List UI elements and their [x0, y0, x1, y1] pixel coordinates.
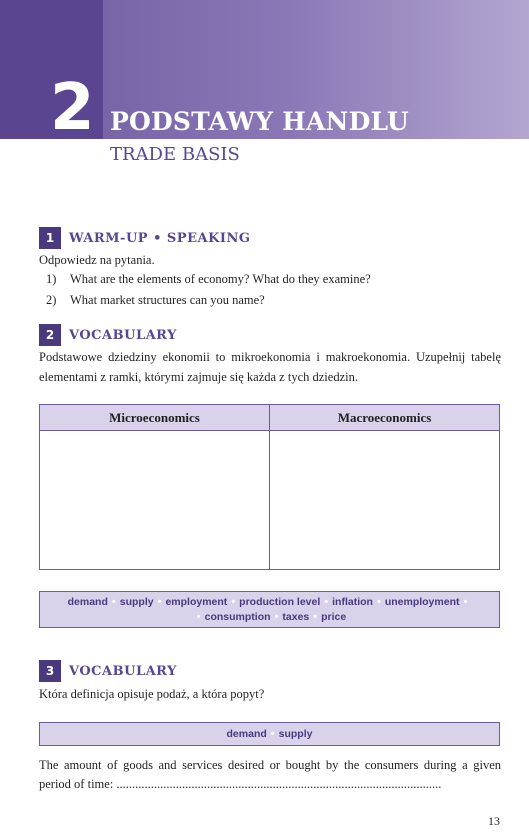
question-2-number: 2)	[46, 293, 57, 307]
word-chip: price	[321, 611, 347, 623]
page-number: 13	[488, 814, 500, 828]
section-3-instruction: Która definicja opisuje podaż, a która popyt?	[39, 687, 265, 701]
section-2-instruction: Podstawowe dziedziny ekonomii to mikroekonomia i makroekonomia. Uzupełnij tabelę elementami z ramki, którymi zajmuje się każda z tych dziedzin.	[39, 350, 501, 384]
section-2-number: 2	[39, 324, 61, 346]
separator-dot: •	[324, 596, 329, 608]
separator-dot: •	[313, 611, 318, 623]
table-header-row	[40, 405, 499, 431]
separator-dot: •	[270, 728, 275, 740]
separator-dot: •	[274, 611, 279, 623]
word-box-line-1	[50, 595, 489, 610]
question-1	[46, 272, 371, 287]
chapter-number: 2	[50, 71, 95, 145]
word-box-line-2	[50, 610, 489, 625]
table-body-row	[40, 431, 499, 570]
word-chip: unemployment	[384, 596, 460, 608]
word-chip: inflation	[332, 596, 373, 608]
macroeconomics-answer-cell[interactable]	[269, 431, 499, 570]
separator-dot: •	[376, 596, 381, 608]
section-1-number: 1	[39, 227, 61, 249]
section-1-title: WARM-UP • SPEAKING	[69, 230, 251, 246]
separator-dot: •	[463, 596, 468, 608]
section-1-instruction: Odpowiedz na pytania.	[39, 253, 155, 267]
question-1-text: What are the elements of economy? What do they examine?	[70, 272, 371, 286]
question-1-number: 1)	[46, 272, 57, 286]
question-2	[46, 293, 265, 308]
word-chip: consumption	[204, 611, 271, 623]
word-chip: employment	[165, 596, 228, 608]
question-2-text: What market structures can you name?	[70, 293, 265, 307]
economics-table	[39, 404, 500, 570]
word-chip: demand	[226, 728, 267, 740]
word-chip: supply	[119, 596, 154, 608]
word-chip: production level	[239, 596, 321, 608]
column-header-microeconomics: Microeconomics	[109, 409, 200, 425]
word-chip: taxes	[282, 611, 310, 623]
section-2-heading	[39, 324, 177, 346]
section-1-heading	[39, 227, 250, 249]
chapter-subtitle: TRADE BASIS	[110, 144, 240, 165]
section-2-title: VOCABULARY	[69, 327, 177, 343]
word-chip: supply	[278, 728, 313, 740]
microeconomics-answer-cell[interactable]	[40, 431, 269, 570]
word-box-section-2	[39, 591, 500, 628]
separator-dot: •	[196, 611, 201, 623]
section-3-number: 3	[39, 660, 61, 682]
separator-dot: •	[111, 596, 116, 608]
separator-dot: •	[231, 596, 236, 608]
column-header-macroeconomics: Macroeconomics	[269, 405, 499, 430]
section-3-heading	[39, 660, 177, 682]
word-box-section-3	[39, 722, 500, 746]
chapter-title: PODSTAWY HANDLU	[110, 107, 409, 136]
definition-with-answer-line: The amount of goods and services desired or bought by the consumers during a given period of time: ........................................................................................................	[39, 758, 501, 791]
section-3-title: VOCABULARY	[69, 663, 177, 679]
separator-dot: •	[157, 596, 162, 608]
word-chip: demand	[67, 596, 108, 608]
